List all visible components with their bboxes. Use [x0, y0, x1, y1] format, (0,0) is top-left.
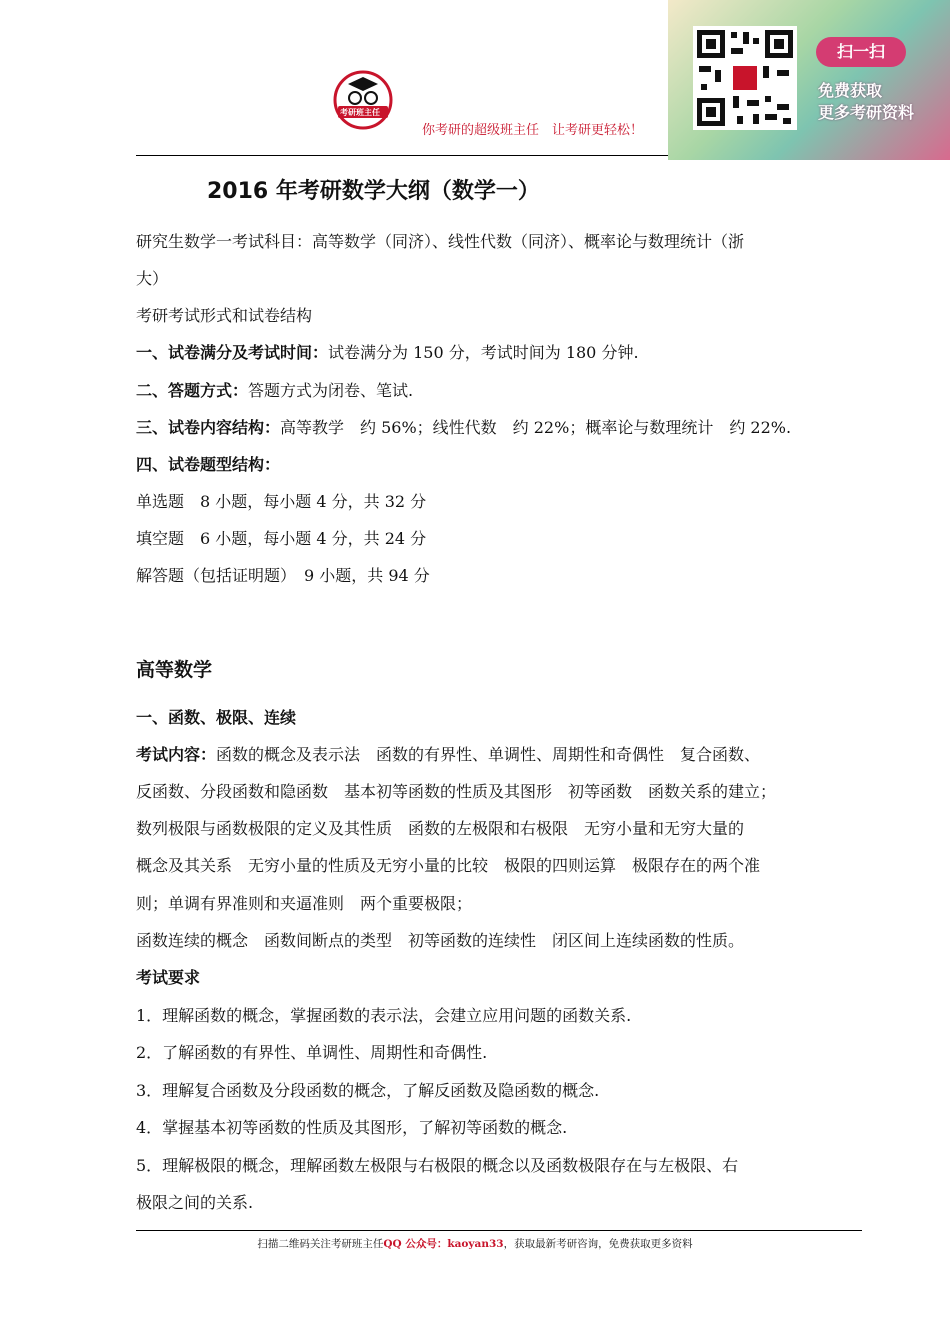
content-text: 函数的概念及表示法 函数的有界性、单调性、周期性和奇偶性 复合函数、: [216, 745, 761, 764]
content-line-2: 反函数、分段函数和隐函数 基本初等函数的性质及其图形 初等函数 函数关系的建立；: [136, 782, 777, 801]
section-label: 三、试卷内容结构：: [136, 418, 281, 437]
requirement-2: 2．了解函数的有界性、单调性、周期性和奇偶性.: [136, 1043, 488, 1062]
footer-divider: [136, 1230, 862, 1231]
section-text: 试卷满分为 150 分，考试时间为 180 分钟.: [328, 343, 639, 362]
content-line-1: [136, 745, 760, 765]
question-type-single-choice: 单选题 8 小题，每小题 4 分，共 32 分: [136, 492, 427, 511]
logo-text: 考研班主任: [340, 108, 380, 117]
section-text: 高等教学 约 56%；线性代数 约 22%；概率论与数理统计 约 22%.: [280, 418, 792, 437]
page-title: 2016 年考研数学大纲（数学一）: [207, 179, 540, 204]
section-heading: 高等数学: [136, 659, 213, 681]
content-line-4: 概念及其关系 无穷小量的性质及无穷小量的比较 极限的四则运算 极限存在的两个准: [136, 856, 761, 875]
section-label: 一、试卷满分及考试时间：: [136, 343, 329, 362]
footer: [0, 1236, 950, 1251]
qr-code: [693, 26, 797, 130]
requirement-5-cont: 极限之间的关系.: [136, 1193, 254, 1212]
header-divider: [136, 155, 668, 156]
footer-qq: QQ 公众号：kaoyan33: [383, 1238, 504, 1250]
section-question-types: [136, 455, 280, 475]
content-line-6: 函数连续的概念 函数间断点的类型 初等函数的连续性 闭区间上连续函数的性质。: [136, 931, 745, 950]
section-text: 答题方式为闭卷、笔试.: [248, 381, 414, 400]
section-content-structure: [136, 418, 791, 438]
content-line-5: 则；单调有界准则和夹逼准则 两个重要极限；: [136, 894, 473, 913]
sub-heading: 一、函数、极限、连续: [136, 708, 297, 727]
requirements-label: 考试要求: [136, 968, 201, 987]
requirement-3: 3．理解复合函数及分段函数的概念，了解反函数及隐函数的概念.: [136, 1081, 600, 1100]
banner-text-2: 更多考研资料: [818, 103, 915, 122]
subjects-line-1: 研究生数学一考试科目：高等数学（同济）、线性代数（同济）、概率论与数理统计（浙: [136, 232, 745, 251]
subjects-line-2: 大）: [136, 269, 169, 288]
requirement-1: 1．理解函数的概念，掌握函数的表示法，会建立应用问题的函数关系.: [136, 1006, 632, 1025]
requirement-4: 4．掌握基本初等函数的性质及其图形，了解初等函数的概念.: [136, 1118, 568, 1137]
format-title: 考研考试形式和试卷结构: [136, 306, 313, 325]
footer-text-post: ，获取最新考研咨询，免费获取更多资料: [503, 1238, 693, 1250]
logo: [328, 70, 398, 130]
question-type-solution: 解答题（包括证明题） 9 小题，共 94 分: [136, 566, 430, 585]
requirement-5: 5．理解极限的概念，理解函数左极限与右极限的概念以及函数极限存在与左极限、右: [136, 1156, 739, 1175]
scan-badge: 扫一扫: [816, 37, 906, 67]
section-answer-method: [136, 381, 413, 401]
question-type-fill-blank: 填空题 6 小题，每小题 4 分，共 24 分: [136, 529, 427, 548]
qr-banner: [668, 0, 950, 160]
banner-text-1: 免费获取: [818, 81, 883, 100]
content-line-3: 数列极限与函数极限的定义及其性质 函数的左极限和右极限 无穷小量和无穷大量的: [136, 819, 745, 838]
section-label: 二、答题方式：: [136, 381, 249, 400]
content-label: 考试内容：: [136, 745, 217, 764]
section-score-time: [136, 343, 639, 363]
section-label: 四、试卷题型结构：: [136, 455, 281, 474]
footer-text-pre: 扫描二维码关注考研班主任: [257, 1238, 384, 1250]
slogan: 你考研的超级班主任 让考研更轻松！: [422, 123, 644, 138]
